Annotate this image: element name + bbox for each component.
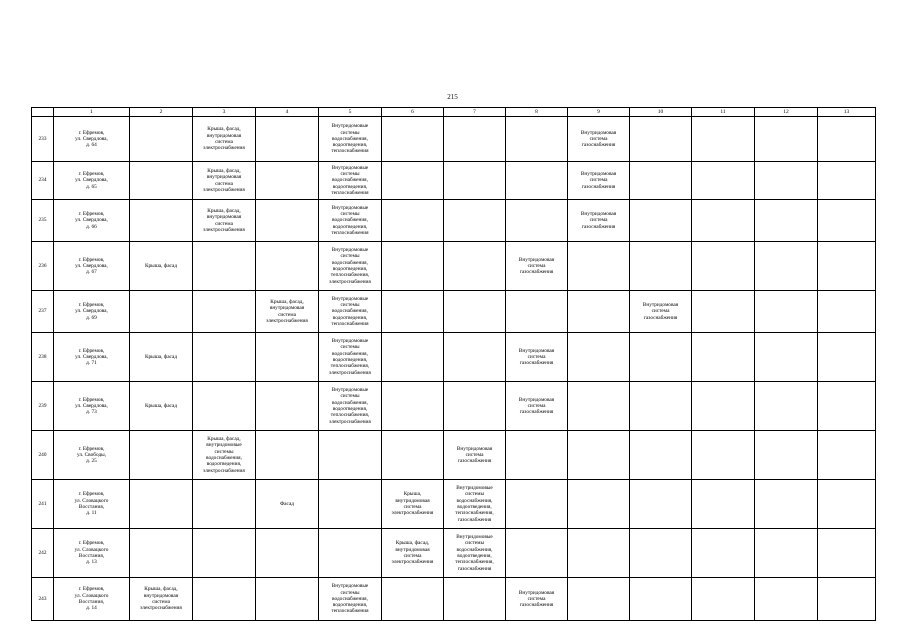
work-cell-col-2 — [130, 117, 193, 162]
work-cell-col-2: Крыша, фасад — [130, 242, 193, 291]
work-cell-col-11 — [692, 162, 755, 200]
work-cell-col-8 — [506, 480, 568, 529]
table-body — [32, 108, 876, 621]
row-number-cell: 239 — [32, 382, 54, 431]
work-cell-col-4 — [256, 162, 319, 200]
work-cell-col-4 — [256, 578, 319, 621]
work-cell-col-11 — [692, 382, 755, 431]
work-cell-col-13 — [818, 200, 876, 242]
address-cell: г. Ефремов, ул. Свободы, д. 25 — [54, 431, 130, 480]
work-cell-col-6 — [382, 162, 444, 200]
work-cell-col-8 — [506, 162, 568, 200]
work-cell-col-13 — [818, 529, 876, 578]
work-cell-col-6 — [382, 242, 444, 291]
work-cell-col-7 — [444, 162, 506, 200]
work-cell-col-10 — [630, 529, 692, 578]
address-cell: г. Ефремов, ул. Свердлова, д. 67 — [54, 242, 130, 291]
work-cell-col-4: Фасад — [256, 480, 319, 529]
table-row — [32, 480, 876, 529]
column-header-5: 5 — [319, 108, 382, 117]
work-cell-col-2 — [130, 480, 193, 529]
work-cell-col-7: Внутридомовые системы водоснабжения, водоотведения, теплоснабжения, газоснабжения — [444, 480, 506, 529]
work-cell-col-13 — [818, 382, 876, 431]
row-number-cell: 241 — [32, 480, 54, 529]
work-cell-col-7 — [444, 333, 506, 382]
work-cell-col-5: Внутридомовые системы водоснабжения, водоотведения, теплоснабжения, электроснабжения — [319, 242, 382, 291]
work-cell-col-11 — [692, 431, 755, 480]
work-cell-col-13 — [818, 333, 876, 382]
column-header-12: 12 — [755, 108, 818, 117]
work-cell-col-6: Крыша, внутридомовая система электроснабжения — [382, 480, 444, 529]
work-cell-col-8 — [506, 117, 568, 162]
work-cell-col-9 — [568, 291, 630, 333]
column-header-8: 8 — [506, 108, 568, 117]
address-cell: г. Ефремов, ул. Свердлова, д. 64 — [54, 117, 130, 162]
work-cell-col-9 — [568, 242, 630, 291]
work-cell-col-10 — [630, 382, 692, 431]
column-header-9: 9 — [568, 108, 630, 117]
work-cell-col-6: Крыша, фасад, внутридомовая система электроснабжения — [382, 529, 444, 578]
work-cell-col-2: Крыша, фасад, внутридомовая система электроснабжения — [130, 578, 193, 621]
table-row — [32, 162, 876, 200]
work-cell-col-12 — [755, 578, 818, 621]
work-cell-col-11 — [692, 578, 755, 621]
row-number-cell: 238 — [32, 333, 54, 382]
work-cell-col-11 — [692, 242, 755, 291]
register-table — [31, 107, 876, 621]
table-row — [32, 578, 876, 621]
work-cell-col-5: Внутридомовые системы водоснабжения, водоотведения, теплоснабжения — [319, 200, 382, 242]
work-cell-col-8: Внутридомовая система газоснабжения — [506, 382, 568, 431]
address-cell: г. Ефремов, ул. Словацкого Восстания, д. 13 — [54, 529, 130, 578]
address-cell: г. Ефремов, ул. Свердлова, д. 65 — [54, 162, 130, 200]
work-cell-col-6 — [382, 117, 444, 162]
work-cell-col-13 — [818, 291, 876, 333]
row-number-cell: 235 — [32, 200, 54, 242]
address-cell: г. Ефремов, ул. Словацкого Восстания, д. 14 — [54, 578, 130, 621]
work-cell-col-7 — [444, 117, 506, 162]
work-cell-col-6 — [382, 200, 444, 242]
work-cell-col-13 — [818, 480, 876, 529]
table-row — [32, 242, 876, 291]
work-cell-col-11 — [692, 333, 755, 382]
table-row — [32, 333, 876, 382]
work-cell-col-10 — [630, 200, 692, 242]
column-header-13: 13 — [818, 108, 876, 117]
work-cell-col-4: Крыша, фасад, внутридомовая система электроснабжения — [256, 291, 319, 333]
work-cell-col-9 — [568, 529, 630, 578]
work-cell-col-8 — [506, 200, 568, 242]
work-cell-col-7: Внутридомовая система газоснабжения — [444, 431, 506, 480]
work-cell-col-10 — [630, 431, 692, 480]
work-cell-col-5: Внутридомовые системы водоснабжения, водоотведения, теплоснабжения — [319, 117, 382, 162]
work-cell-col-9 — [568, 333, 630, 382]
work-cell-col-13 — [818, 578, 876, 621]
work-cell-col-3 — [193, 291, 256, 333]
work-cell-col-5: Внутридомовые системы водоснабжения, водоотведения, теплоснабжения — [319, 162, 382, 200]
work-cell-col-3: Крыша, фасад, внутридомовая система электроснабжения — [193, 117, 256, 162]
work-cell-col-11 — [692, 291, 755, 333]
row-number-cell: 240 — [32, 431, 54, 480]
work-cell-col-6 — [382, 578, 444, 621]
work-cell-col-10 — [630, 333, 692, 382]
work-cell-col-3: Крыша, фасад, внутридомовая система электроснабжения — [193, 162, 256, 200]
work-cell-col-6 — [382, 431, 444, 480]
work-cell-col-8: Внутридомовая система газоснабжения — [506, 578, 568, 621]
address-cell: г. Ефремов, ул. Свердлова, д. 69 — [54, 291, 130, 333]
work-cell-col-2 — [130, 200, 193, 242]
table-row — [32, 529, 876, 578]
work-cell-col-11 — [692, 200, 755, 242]
work-cell-col-12 — [755, 382, 818, 431]
column-header-6: 6 — [382, 108, 444, 117]
work-cell-col-3 — [193, 529, 256, 578]
column-header-11: 11 — [692, 108, 755, 117]
table-row — [32, 117, 876, 162]
column-header-3: 3 — [193, 108, 256, 117]
work-cell-col-4 — [256, 117, 319, 162]
work-cell-col-5: Внутридомовые системы водоснабжения, водоотведения, теплоснабжения — [319, 578, 382, 621]
work-cell-col-5: Внутридомовые системы водоснабжения, водоотведения, теплоснабжения, электроснабжения — [319, 333, 382, 382]
page-number: 215 — [447, 93, 458, 101]
work-cell-col-3: Крыша, фасад, внутридомовые системы водоснабжения, водоотведения, электроснабжения — [193, 431, 256, 480]
work-cell-col-4 — [256, 333, 319, 382]
work-cell-col-9: Внутридомовая система газоснабжения — [568, 200, 630, 242]
work-cell-col-12 — [755, 162, 818, 200]
work-cell-col-9 — [568, 480, 630, 529]
column-header-4: 4 — [256, 108, 319, 117]
work-cell-col-10 — [630, 480, 692, 529]
work-cell-col-8 — [506, 291, 568, 333]
work-cell-col-3 — [193, 480, 256, 529]
work-cell-col-4 — [256, 242, 319, 291]
work-cell-col-7 — [444, 382, 506, 431]
work-cell-col-10: Внутридомовая система газоснабжения — [630, 291, 692, 333]
header-blank-cell — [32, 108, 54, 117]
work-cell-col-8: Внутридомовая система газоснабжения — [506, 242, 568, 291]
work-cell-col-7 — [444, 242, 506, 291]
work-cell-col-8 — [506, 431, 568, 480]
work-cell-col-8 — [506, 529, 568, 578]
address-cell: г. Ефремов, ул. Свердлова, д. 66 — [54, 200, 130, 242]
work-cell-col-5: Внутридомовые системы водоснабжения, водоотведения, теплоснабжения — [319, 291, 382, 333]
column-header-1: 1 — [54, 108, 130, 117]
work-cell-col-9: Внутридомовая система газоснабжения — [568, 117, 630, 162]
address-cell: г. Ефремов, ул. Свердлова, д. 71 — [54, 333, 130, 382]
row-number-cell: 233 — [32, 117, 54, 162]
work-cell-col-12 — [755, 117, 818, 162]
table-row — [32, 200, 876, 242]
work-cell-col-9 — [568, 431, 630, 480]
work-cell-col-10 — [630, 162, 692, 200]
work-cell-col-13 — [818, 242, 876, 291]
work-cell-col-12 — [755, 291, 818, 333]
work-cell-col-12 — [755, 200, 818, 242]
work-cell-col-7: Внутридомовые системы водоснабжения, водоотведения, теплоснабжения, газоснабжения — [444, 529, 506, 578]
work-cell-col-4 — [256, 200, 319, 242]
work-cell-col-9: Внутридомовая система газоснабжения — [568, 162, 630, 200]
row-number-cell: 242 — [32, 529, 54, 578]
work-cell-col-13 — [818, 162, 876, 200]
table-row — [32, 431, 876, 480]
work-cell-col-11 — [692, 529, 755, 578]
address-cell: г. Ефремов, ул. Словацкого Восстания, д. 11 — [54, 480, 130, 529]
work-cell-col-3: Крыша, фасад, внутридомовая система электроснабжения — [193, 200, 256, 242]
work-cell-col-9 — [568, 382, 630, 431]
column-header-2: 2 — [130, 108, 193, 117]
work-cell-col-9 — [568, 578, 630, 621]
work-cell-col-6 — [382, 333, 444, 382]
work-cell-col-2: Крыша, фасад — [130, 333, 193, 382]
work-cell-col-2 — [130, 431, 193, 480]
work-cell-col-5 — [319, 529, 382, 578]
row-number-cell: 243 — [32, 578, 54, 621]
work-cell-col-4 — [256, 529, 319, 578]
work-cell-col-6 — [382, 382, 444, 431]
table-row — [32, 291, 876, 333]
work-cell-col-6 — [382, 291, 444, 333]
work-cell-col-2 — [130, 162, 193, 200]
work-cell-col-11 — [692, 117, 755, 162]
work-cell-col-12 — [755, 480, 818, 529]
work-cell-col-10 — [630, 578, 692, 621]
work-cell-col-2: Крыша, фасад — [130, 382, 193, 431]
work-cell-col-2 — [130, 529, 193, 578]
work-cell-col-10 — [630, 117, 692, 162]
work-cell-col-5 — [319, 431, 382, 480]
work-cell-col-7 — [444, 291, 506, 333]
work-cell-col-3 — [193, 333, 256, 382]
work-cell-col-13 — [818, 431, 876, 480]
work-cell-col-12 — [755, 333, 818, 382]
table-row — [32, 382, 876, 431]
work-cell-col-11 — [692, 480, 755, 529]
column-header-7: 7 — [444, 108, 506, 117]
work-cell-col-2 — [130, 291, 193, 333]
column-header-10: 10 — [630, 108, 692, 117]
work-cell-col-4 — [256, 431, 319, 480]
work-cell-col-3 — [193, 382, 256, 431]
work-cell-col-12 — [755, 242, 818, 291]
column-header-row — [32, 108, 876, 117]
work-cell-col-3 — [193, 578, 256, 621]
work-cell-col-12 — [755, 529, 818, 578]
row-number-cell: 236 — [32, 242, 54, 291]
work-cell-col-5: Внутридомовые системы водоснабжения, водоотведения, теплоснабжения, электроснабжения — [319, 382, 382, 431]
work-cell-col-10 — [630, 242, 692, 291]
address-cell: г. Ефремов, ул. Свердлова, д. 73 — [54, 382, 130, 431]
work-cell-col-8: Внутридомовая система газоснабжения — [506, 333, 568, 382]
work-cell-col-7 — [444, 578, 506, 621]
work-cell-col-13 — [818, 117, 876, 162]
work-cell-col-12 — [755, 431, 818, 480]
work-cell-col-3 — [193, 242, 256, 291]
work-cell-col-7 — [444, 200, 506, 242]
work-cell-col-5 — [319, 480, 382, 529]
row-number-cell: 237 — [32, 291, 54, 333]
work-cell-col-4 — [256, 382, 319, 431]
row-number-cell: 234 — [32, 162, 54, 200]
